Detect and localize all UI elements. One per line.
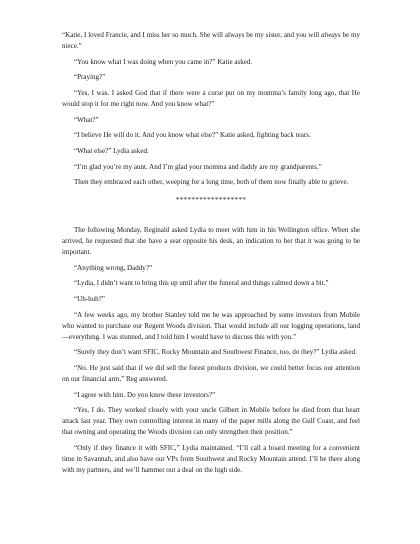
paragraph: The following Monday, Reginald asked Lydia to meet with him in his Wellington office. When she arrived, he requested that she have a seat opposite his desk, an indication to her that it was going to be important. — [62, 226, 360, 257]
paragraph: “Uh-huh?” — [74, 295, 105, 304]
paragraph: “Anything wrong, Daddy?” — [74, 263, 153, 272]
paragraph: “Only if they finance it with SFIC,” Lydia maintained. “I’ll call a board meeting for a convenient time in Savannah, and also have our VPs from Southwest and Rocky Mountain attend. I’ll be there along with my partners, and we’ll hammer out a deal on the high side. — [62, 443, 360, 474]
paragraph: “I’m glad you’re my aunt. And I’m glad your momma and daddy are my grandparents.” — [74, 162, 322, 171]
paragraph: “Lydia, I didn’t want to bring this up until after the funeral and things calmed down a bit.” — [74, 279, 329, 288]
paragraph: “Praying?” — [74, 73, 106, 82]
paragraph: “Yes, I was. I asked God that if there were a curse put on my momma’s family long ago, that He would stop it for me right now. And you know what?” — [62, 89, 360, 108]
paragraph: “What else?” Lydia asked. — [74, 147, 149, 156]
paragraph: “You know what I was doing when you came in?” Katie asked. — [74, 57, 253, 66]
paragraph: “I agree with him. Do you know these investors?” — [74, 390, 216, 399]
paragraph: “What?” — [74, 115, 99, 124]
emphasis: always — [321, 31, 341, 39]
paragraph: “Katie, I loved Francie, and I miss her so much. She will always be my sister, and you will always be my niece.” — [62, 31, 360, 50]
paragraph: “A few weeks ago, my brother Stanley told me he was approached by some investors from Mobile who wanted to purchase our Regent Woods division. That would include all our logging operations, land—everything. I was stunned, and I told him I would have to discuss this with you.” — [62, 310, 360, 341]
paragraph: “I believe He will do it. And you know what else?” Katie asked, fighting back tears. — [74, 131, 311, 140]
section-separator: ****************** — [175, 196, 247, 205]
paragraph: “Yes, I do. They worked closely with your uncle Gilbert in Mobile before he died from that heart attack last year. They own controlling interest in many of the paper mills along the Gulf Coast, and feel that owning and operating the Woods division can only strengthen their position.” — [62, 406, 360, 437]
book-page — [62, 30, 360, 480]
paragraph: “No. He just said that if we did sell the forest products division, we could better focus our attention on our financial arm,” Reg answered. — [62, 364, 360, 383]
paragraph: Then they embraced each other, weeping for a long time, both of them now finally able to grieve. — [74, 178, 349, 187]
paragraph: “Surely they don’t want SFIC, Rocky Mountain and Southwest Finance, too, do they?” Lydia asked. — [74, 348, 357, 357]
